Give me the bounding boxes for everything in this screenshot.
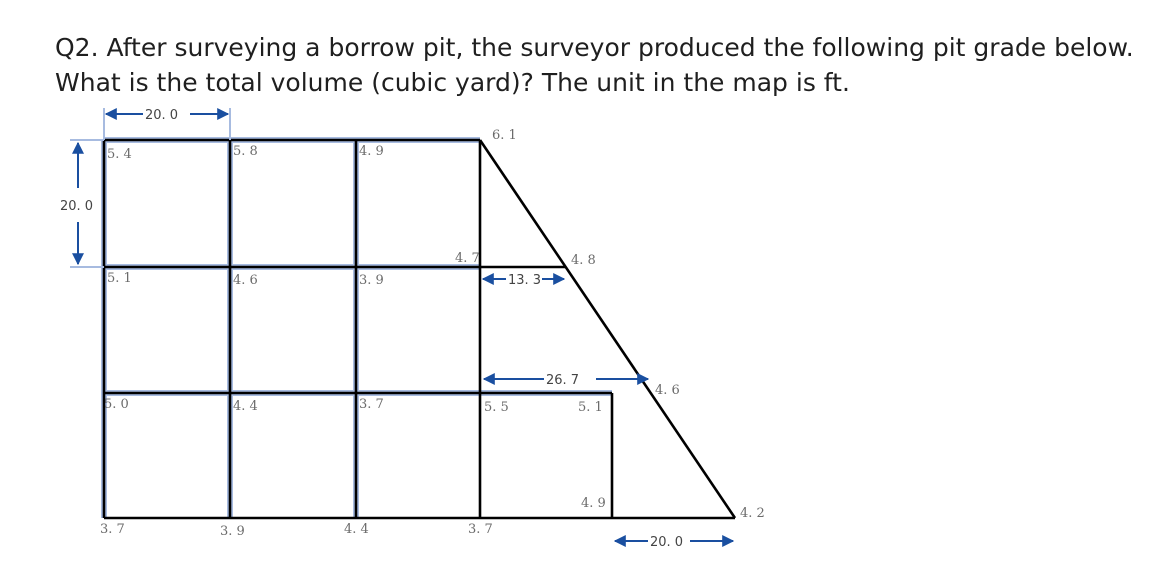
left-height-label: 20. 0 bbox=[60, 199, 94, 214]
top-dimension bbox=[104, 108, 230, 140]
elevation-label: 6. 1 bbox=[492, 128, 517, 143]
offset-2-label: 26. 7 bbox=[546, 373, 580, 388]
elevation-label: 4. 4 bbox=[233, 399, 258, 414]
elevation-label: 5. 5 bbox=[484, 400, 509, 415]
elevation-label: 5. 1 bbox=[578, 400, 603, 415]
elevation-label: 5. 0 bbox=[104, 397, 129, 412]
elevation-label: 5. 4 bbox=[107, 147, 132, 162]
elevation-label: 5. 1 bbox=[107, 271, 132, 286]
elevation-label: 3. 7 bbox=[468, 522, 493, 537]
elevation-label: 4. 8 bbox=[571, 253, 596, 268]
elevation-label: 4. 6 bbox=[655, 383, 680, 398]
top-width-label: 20. 0 bbox=[145, 108, 179, 123]
question-line-1: Q2. After surveying a borrow pit, the surveyor produced the following pit grade below. bbox=[55, 33, 1134, 62]
elevation-labels bbox=[100, 128, 765, 539]
elevation-label: 4. 9 bbox=[581, 496, 606, 511]
elevation-label: 4. 9 bbox=[359, 144, 384, 159]
elevation-label: 3. 9 bbox=[359, 273, 384, 288]
elevation-label: 3. 7 bbox=[100, 522, 125, 537]
bottom-width-label: 20. 0 bbox=[650, 535, 684, 550]
left-dimension bbox=[60, 140, 104, 267]
elevation-label: 4. 2 bbox=[740, 506, 765, 521]
elevation-label: 3. 9 bbox=[220, 524, 245, 539]
elevation-label: 4. 7 bbox=[455, 251, 480, 266]
grid-shading bbox=[104, 140, 612, 518]
offset-13-dimension bbox=[483, 273, 564, 288]
elevation-label: 5. 8 bbox=[233, 144, 258, 159]
offset-26-dimension bbox=[484, 373, 648, 388]
bottom-dimension bbox=[615, 535, 733, 550]
offset-1-label: 13. 3 bbox=[508, 273, 542, 288]
question-line-2: What is the total volume (cubic yard)? The unit in the map is ft. bbox=[55, 68, 850, 97]
elevation-label: 4. 4 bbox=[344, 522, 369, 537]
elevation-label: 3. 7 bbox=[359, 397, 384, 412]
grid-lines bbox=[104, 140, 735, 518]
elevation-label: 4. 6 bbox=[233, 273, 258, 288]
